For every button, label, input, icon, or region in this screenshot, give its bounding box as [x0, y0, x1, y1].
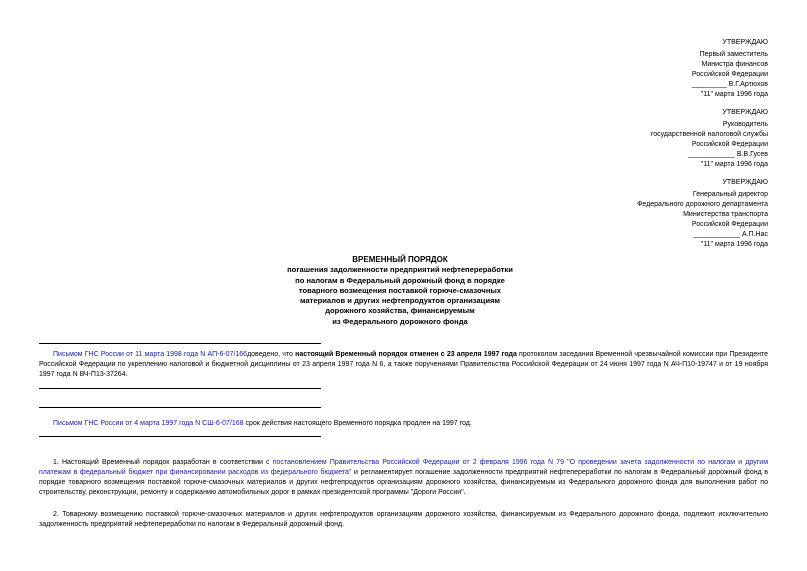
title-line: товарного возмещения поставкой горюче-смазочных [298, 285, 502, 295]
approval-block-1 [548, 38, 768, 100]
approval-heading: УТВЕРЖДАЮ [722, 109, 768, 116]
note1-bold: настоящий Временный порядок отменен с 23 апреля 1997 года [295, 351, 517, 358]
approval-line: Министерства транспорта [683, 211, 768, 218]
approval-line: Федерального дорожного департамента [637, 201, 768, 208]
paragraph-2 [39, 510, 768, 530]
note1-text-b: протоколом заседания Временной чрезвычайной комиссии при Президенте Российской Федерации по укреплению налоговой и бюджетной дисциплины от 23 апреля 1997 года N 6, а также поручениями Правительства Российской Федерации от 24 июня 1997 года N АЧ-П10-19747 и от 19 ноября 1997 года N ВЧ-П13-37264. [39, 351, 768, 378]
approval-line: Российской Федерации [691, 141, 768, 148]
note1-link[interactable]: Письмом ГНС России от 11 марта 1998 года N АП-6-07/166 [53, 351, 248, 358]
approval-heading: УТВЕРЖДАЮ [722, 39, 768, 46]
approval-line: ____________ В.В.Гусев [688, 151, 768, 158]
note1-text-a: доведено, что [247, 351, 296, 358]
editorial-note-2 [39, 419, 768, 429]
title-main: ВРЕМЕННЫЙ ПОРЯДОК [352, 255, 448, 264]
title-line: погашения задолженности предприятий нефтепереработки [287, 265, 513, 275]
approval-line: Первый заместитель [699, 51, 768, 58]
note2-link[interactable]: Письмом ГНС России от 4 марта 1997 года N СШ-6-07/168 [53, 420, 244, 427]
approval-block-2 [548, 108, 768, 170]
title-line: дорожного хозяйства, финансируемым [325, 306, 475, 316]
separator-rule [39, 436, 321, 437]
approval-line: ____________ А.П.Нас [693, 231, 768, 238]
note2-text: срок действия настоящего Временного порядка продлен на 1997 год. [243, 420, 472, 427]
approval-line: Министра финансов [701, 61, 768, 68]
approval-date: "11" марта 1996 года [700, 161, 768, 168]
separator-rule [39, 388, 321, 389]
title-line: материалов и других нефтепродуктов организациям [299, 296, 501, 306]
approval-block-3 [548, 178, 768, 250]
para1-suffix: и регламентирует погашение задолженности предприятий нефтепереработки по налогам в Федеральный дорожный фонд в порядке товарного возмещения поставкой горюче-смазочных материалов и других нефтепродуктов организациям дорожного хозяйства, финансируемым из Федерального дорожного фонда для выполнения работ по строительству, реконструкции, ремонту и содержанию автомобильных дорог в рамках президентской программы "Дороги России". [39, 469, 769, 496]
para2-text: 2. Товарному возмещению поставкой горюче-смазочных материалов и других нефтепродуктов организациям дорожного хозяйства, финансируемым из Федерального дорожного фонда, подлежит исключительно задолженность предприятий нефтепереработки по налогам в Федеральный дорожный фонд. [39, 511, 768, 528]
para1-prefix: 1. Настоящий Временный порядок разработан в соответствии с [53, 459, 273, 466]
title-line: из Федерального дорожного фонда [332, 316, 468, 326]
approval-line: _________ В.Г.Артюхов [691, 81, 768, 88]
approval-heading: УТВЕРЖДАЮ [722, 179, 768, 186]
decree-link[interactable]: постановлением Правительства Российской Федерации от 2 февраля 1996 года N 79 "О проведении зачета задолженности по налогам и другим платежам в федеральный бюджет при финансировании расходов из федерального бюджета" [39, 459, 769, 476]
separator-rule [39, 407, 321, 408]
separator-rule [39, 343, 321, 344]
editorial-note-1 [39, 350, 768, 380]
title-line: по налогам в Федеральный дорожный фонд в порядке [295, 275, 505, 285]
approval-line: Генеральный директор [692, 191, 768, 198]
approval-line: Российской Федерации [691, 71, 768, 78]
approval-line: государственной налоговой службы [650, 131, 768, 138]
document-title [200, 255, 600, 327]
approval-date: "11" марта 1996 года [700, 241, 768, 248]
approval-date: "11" марта 1996 года [700, 91, 768, 98]
paragraph-1 [39, 458, 768, 498]
approval-line: Российской Федерации [691, 221, 768, 228]
approval-line: Руководитель [722, 121, 768, 128]
